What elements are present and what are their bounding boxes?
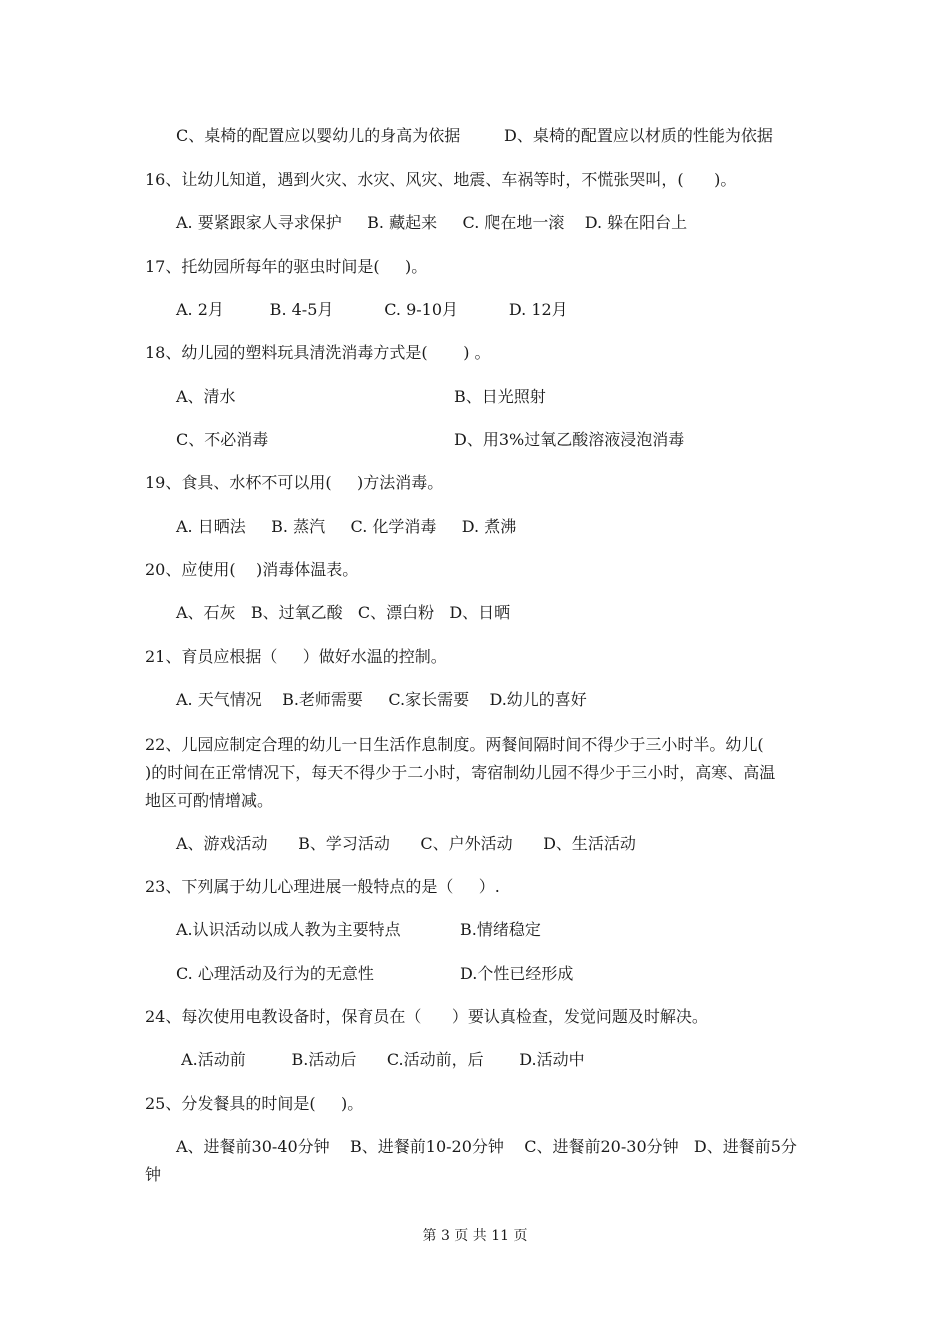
question-22-line-2: )的时间在正常情况下，每天不得少于二小时，寄宿制幼儿园不得少于三小时，高寒、高温 [145,763,776,782]
question-21-options: A. 天气情况 B.老师需要 C.家长需要 D.幼儿的喜好 [176,690,587,709]
q23-option-c: C. 心理活动及行为的无意性 [176,964,374,983]
page-number-footer: 第 3 页 共 11 页 [422,1228,528,1244]
question-24: 24、每次使用电教设备时，保育员在（ ）要认真检查，发觉问题及时解决。 [145,1007,708,1026]
question-25: 25、分发餐具的时间是( )。 [145,1094,364,1113]
question-25-options-line-1: A、进餐前30-40分钟 B、进餐前10-20分钟 C、进餐前20-30分钟 D、进餐前5分 [176,1137,797,1156]
q23-option-b: B.情绪稳定 [460,920,541,939]
q18-option-b: B、日光照射 [454,387,546,406]
q18-option-c: C、不必消毒 [176,430,269,449]
question-22-line-3: 地区可酌情增减。 [145,791,274,810]
question-17-options: A. 2月 B. 4-5月 C. 9-10月 D. 12月 [176,300,568,319]
q23-option-a: A.认识活动以成人教为主要特点 [176,920,401,939]
question-24-options: A.活动前 B.活动后 C.活动前，后 D.活动中 [176,1050,585,1069]
q23-option-d: D.个性已经形成 [460,964,574,983]
question-19-options: A. 日晒法 B. 蒸汽 C. 化学消毒 D. 煮沸 [176,517,517,536]
question-16: 16、让幼儿知道，遇到火灾、水灾、风灾、地震、车祸等时，不慌张哭叫，( )。 [145,170,737,189]
question-22-options: A、游戏活动 B、学习活动 C、户外活动 D、生活活动 [176,834,636,853]
question-20-options: A、石灰 B、过氧乙酸 C、漂白粉 D、日晒 [176,603,511,622]
q15-option-d: D、桌椅的配置应以材质的性能为依据 [504,126,773,145]
question-21: 21、育员应根据（ ）做好水温的控制。 [145,647,447,666]
question-20: 20、应使用( )消毒体温表。 [145,560,359,579]
question-22-line-1: 22、儿园应制定合理的幼儿一日生活作息制度。两餐间隔时间不得少于三小时半。幼儿( [145,735,764,754]
question-17: 17、托幼园所每年的驱虫时间是( )。 [145,257,428,276]
question-16-options: A. 要紧跟家人寻求保护 B. 藏起来 C. 爬在地一滚 D. 躲在阳台上 [176,213,688,232]
question-25-options-line-2: 钟 [145,1165,162,1184]
question-18: 18、幼儿园的塑料玩具清洗消毒方式是( ) 。 [145,343,491,362]
q18-option-a: A、清水 [176,387,236,406]
q18-option-d: D、用3%过氧乙酸溶液浸泡消毒 [454,430,685,449]
question-23: 23、下列属于幼儿心理进展一般特点的是（ ）. [145,877,500,896]
q15-option-c: C、桌椅的配置应以婴幼儿的身高为依据 [176,126,461,145]
question-19: 19、食具、水杯不可以用( )方法消毒。 [145,473,444,492]
